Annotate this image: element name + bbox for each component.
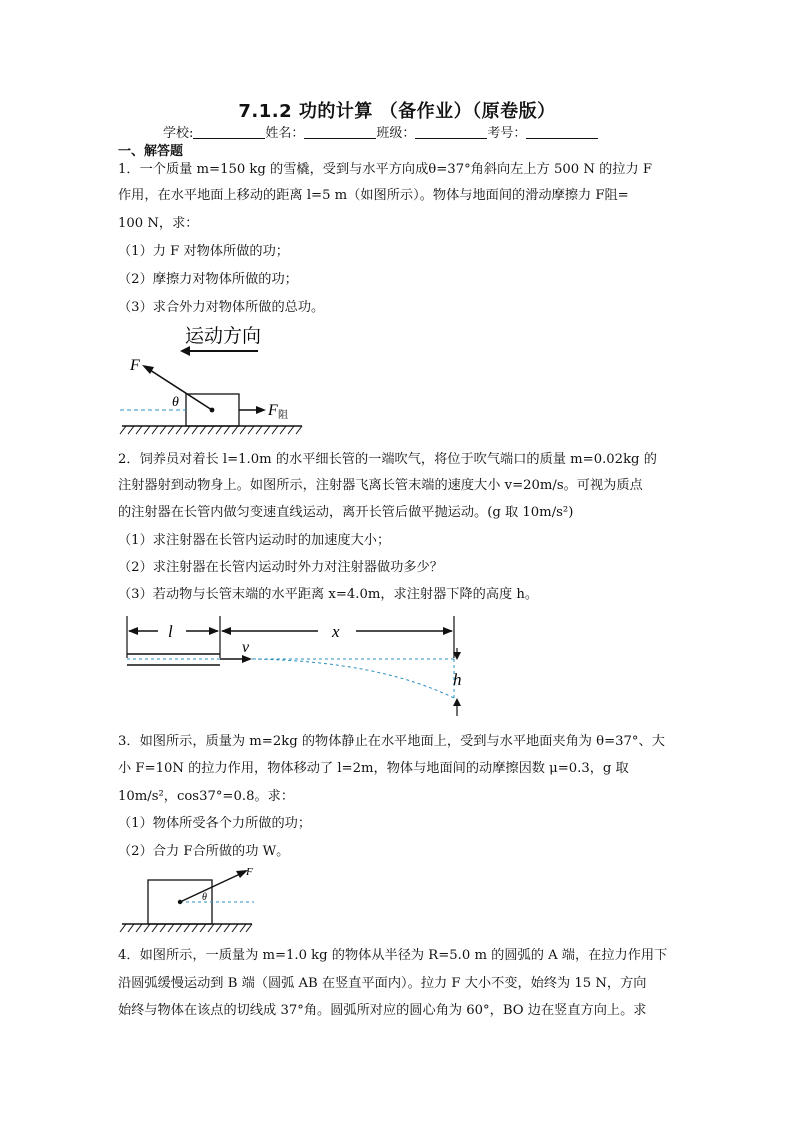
q1-figure [118,318,318,438]
q3-line3: 10m/s²，cos37°=0.8。求： [118,789,295,804]
school-blank[interactable] [193,126,265,139]
name-label: 姓名： [265,126,305,141]
q2-x-arrowhead-right [443,627,453,635]
q1-F-label: F [130,357,140,374]
q3-line2: 小 F=10N 的拉力作用，物体移动了 l=2m，物体与地面间的动摩擦因数 μ=0.3，g 取 [118,761,629,776]
q2-line2: 注射器射到动物身上。如图所示，注射器飞离长管末端的速度大小 v=20m/s。可视为质点 [118,478,643,493]
class-label: 班级： [376,126,416,141]
q2-figure [118,608,478,723]
q4-line1: 4．如图所示，一质量为 m=1.0 kg 的物体从半径为 R=5.0 m 的圆弧的 A 端，在拉力作用下 [118,948,668,963]
q3-ground-hatching [120,924,252,932]
q4-line3: 始终与物体在该点的切线成 37°角。圆弧所对应的圆心角为 60°，BO 边在竖直方向上。求 [118,1003,647,1018]
q1-ground-hatching [120,426,302,434]
q4-line2: 沿圆弧缓慢运动到 B 端（圆弧 AB 在竖直平面内）。拉力 F 大小不变，始终为 15 N，方向 [118,976,647,991]
q1-center-dot [210,408,215,413]
q2-trajectory [252,659,454,698]
q1-friction-arrowhead [256,406,266,414]
q2-line3: 的注射器在长管内做匀变速直线运动，离开长管后做平抛运动。(g 取 10m/s²) [118,505,574,520]
q1-Ff-label: F [268,402,278,419]
q3-sub1: （1）物体所受各个力所做的功； [118,816,312,831]
q1-motion-label: 运动方向 [185,326,262,347]
q1-line3: 100 N，求： [118,216,199,231]
q1-sub1: （1）力 F 对物体所做的功； [118,244,289,259]
name-blank[interactable] [304,126,376,139]
q2-sub2: （2）求注射器在长管内运动时外力对注射器做功多少？ [118,560,443,575]
q1-sub2: （2）摩擦力对物体所做的功； [118,272,298,287]
q3-center-dot [178,900,182,904]
q2-h-label: h [453,670,462,689]
q1-theta-label: θ [172,395,179,410]
q2-x-label: x [332,622,340,641]
q3-F-label: F [246,866,253,878]
q2-v-label: v [242,639,250,656]
q3-sub2: （2）合力 F合所做的功 W。 [118,844,290,859]
student-info-line [163,122,598,141]
q2-line1: 2．饲养员对着长 l=1.0m 的水平细长管的一端吹气，将位于吹气端口的质量 m=0.02kg 的 [118,452,657,467]
q1-force-arrow-line [150,370,212,410]
q1-motion-arrowhead [180,346,190,356]
section-title: 一、解答题 [118,144,184,159]
q1-line2: 作用，在水平地面上移动的距离 l=5 m（如图所示）。物体与地面间的滑动摩擦力 F阻= [118,188,629,203]
q2-l-arrowhead-left [128,627,138,635]
q2-l-arrowhead-right [209,627,219,635]
q2-x-arrowhead-left [221,627,231,635]
q3-theta-label: θ [202,892,207,903]
exam-no-blank[interactable] [526,126,598,139]
q2-sub3: （3）若动物与长管末端的水平距离 x=4.0m，求注射器下降的高度 h。 [118,587,539,602]
q2-sub1: （1）求注射器在长管内运动时的加速度大小； [118,533,391,548]
page-title: 7.1.2 功的计算 （备作业）（原卷版） [238,101,556,122]
q3-figure [118,862,278,934]
q3-line1: 3．如图所示，质量为 m=2kg 的物体静止在水平地面上，受到与水平地面夹角为 θ=37°、大 [118,734,665,749]
q1-Ff-subscript: 阻 [278,410,288,421]
q1-sub3: （3）求合外力对物体所做的总功。 [118,300,325,315]
exam-no-label: 考号： [487,126,527,141]
school-label: 学校: [163,126,194,141]
class-blank[interactable] [415,126,487,139]
q1-line1: 1．一个质量 m=150 kg 的雪橇，受到与水平方向成θ=37°角斜向左上方 500 N 的拉力 F [118,162,652,177]
q2-h-arrowhead-bottom [453,698,461,706]
q3-force-line [180,874,240,902]
q2-l-label: l [168,622,173,641]
q2-v-arrowhead [242,655,252,663]
q1-force-arrowhead [142,365,154,374]
